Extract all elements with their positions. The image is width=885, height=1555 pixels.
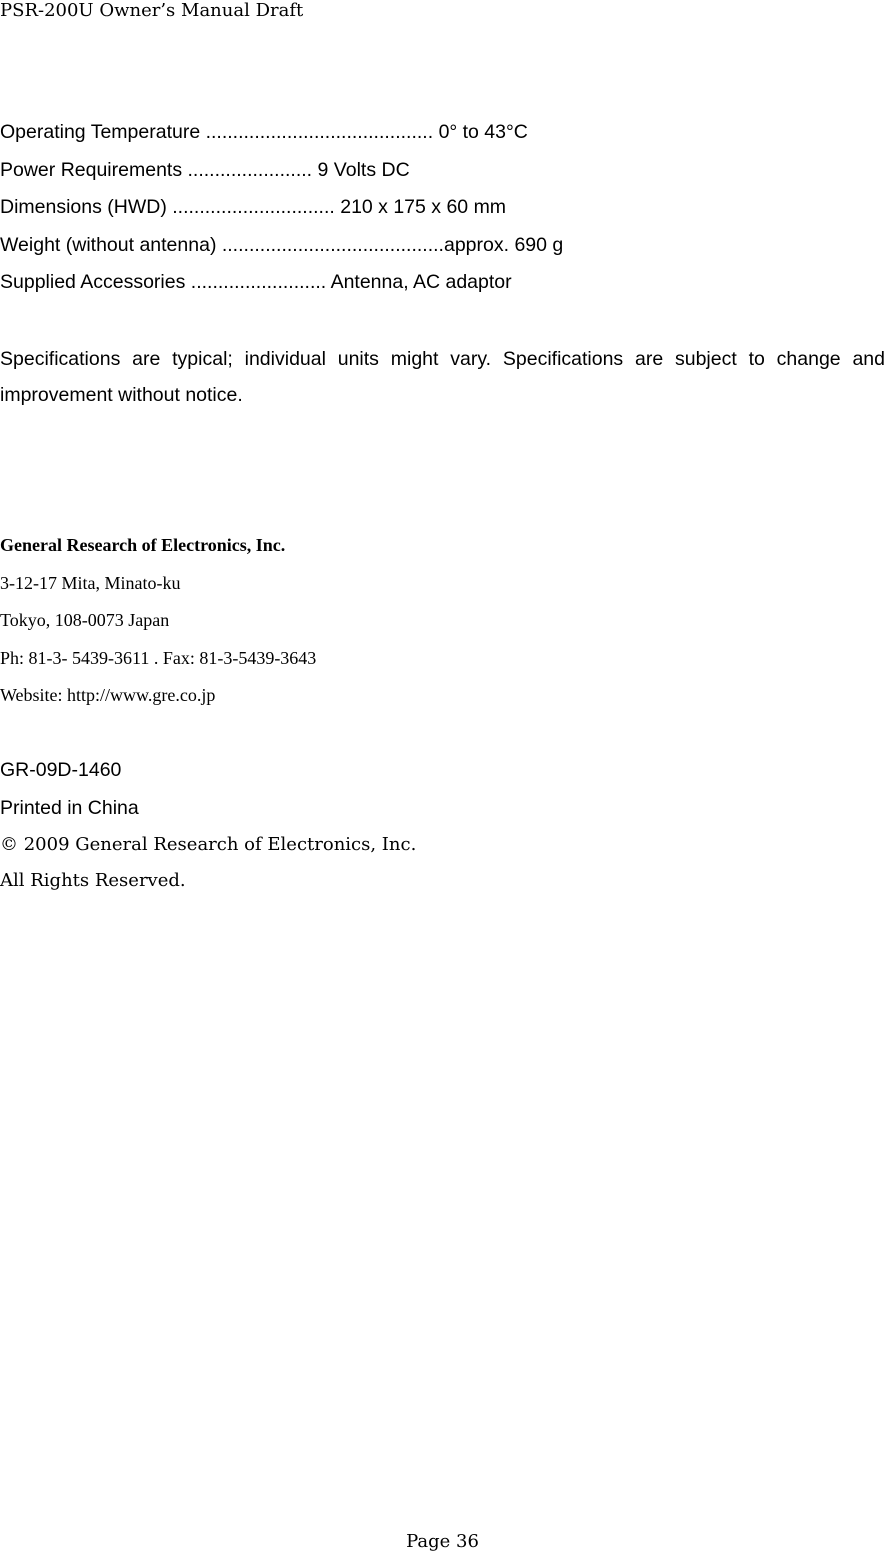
- print-info-block: [0, 756, 139, 831]
- company-phone-fax: Ph: 81-3- 5439-3611 . Fax: 81-3-5439-3643: [0, 647, 317, 668]
- specifications-list: [0, 118, 885, 306]
- document-code: GR-09D-1460: [0, 759, 122, 781]
- printed-location: Printed in China: [0, 796, 139, 819]
- spec-value: 0° to 43°C: [438, 121, 528, 143]
- spec-power-requirements: [0, 156, 885, 194]
- spec-weight: [0, 231, 885, 269]
- company-address-line-1: 3-12-17 Mita, Minato-ku: [0, 572, 181, 593]
- spec-supplied-accessories: [0, 268, 885, 306]
- company-address-block: [0, 532, 885, 720]
- spec-value: Antenna, AC adaptor: [330, 271, 512, 293]
- copyright-block: [0, 832, 416, 904]
- spec-label: Weight (without antenna) .........................................: [0, 233, 444, 256]
- specifications-notice: Specifications are typical; individual units might vary. Specifications are subject to change and improvement without notice.: [0, 348, 885, 406]
- spec-value: approx. 690 g: [443, 233, 564, 256]
- spec-dimensions: [0, 193, 885, 231]
- rights-reserved-line: All Rights Reserved.: [0, 870, 186, 891]
- spec-value: 210 x 175 x 60 mm: [340, 196, 507, 218]
- spec-label: Supplied Accessories .........................: [0, 271, 327, 293]
- spec-label: Power Requirements .......................: [0, 158, 313, 181]
- page-number: Page 36: [406, 1531, 479, 1552]
- spec-label: Operating Temperature ..........................................: [0, 121, 434, 143]
- company-name: General Research of Electronics, Inc.: [0, 535, 286, 555]
- spec-value: 9 Volts DC: [317, 158, 410, 181]
- company-website: Website: http://www.gre.co.jp: [0, 685, 216, 705]
- company-address-line-2: Tokyo, 108-0073 Japan: [0, 610, 170, 630]
- document-header: PSR-200U Owner’s Manual Draft: [0, 0, 304, 21]
- copyright-line: © 2009 General Research of Electronics, Inc.: [0, 834, 417, 855]
- spec-operating-temperature: [0, 118, 885, 156]
- spec-label: Dimensions (HWD) ..............................: [0, 196, 335, 218]
